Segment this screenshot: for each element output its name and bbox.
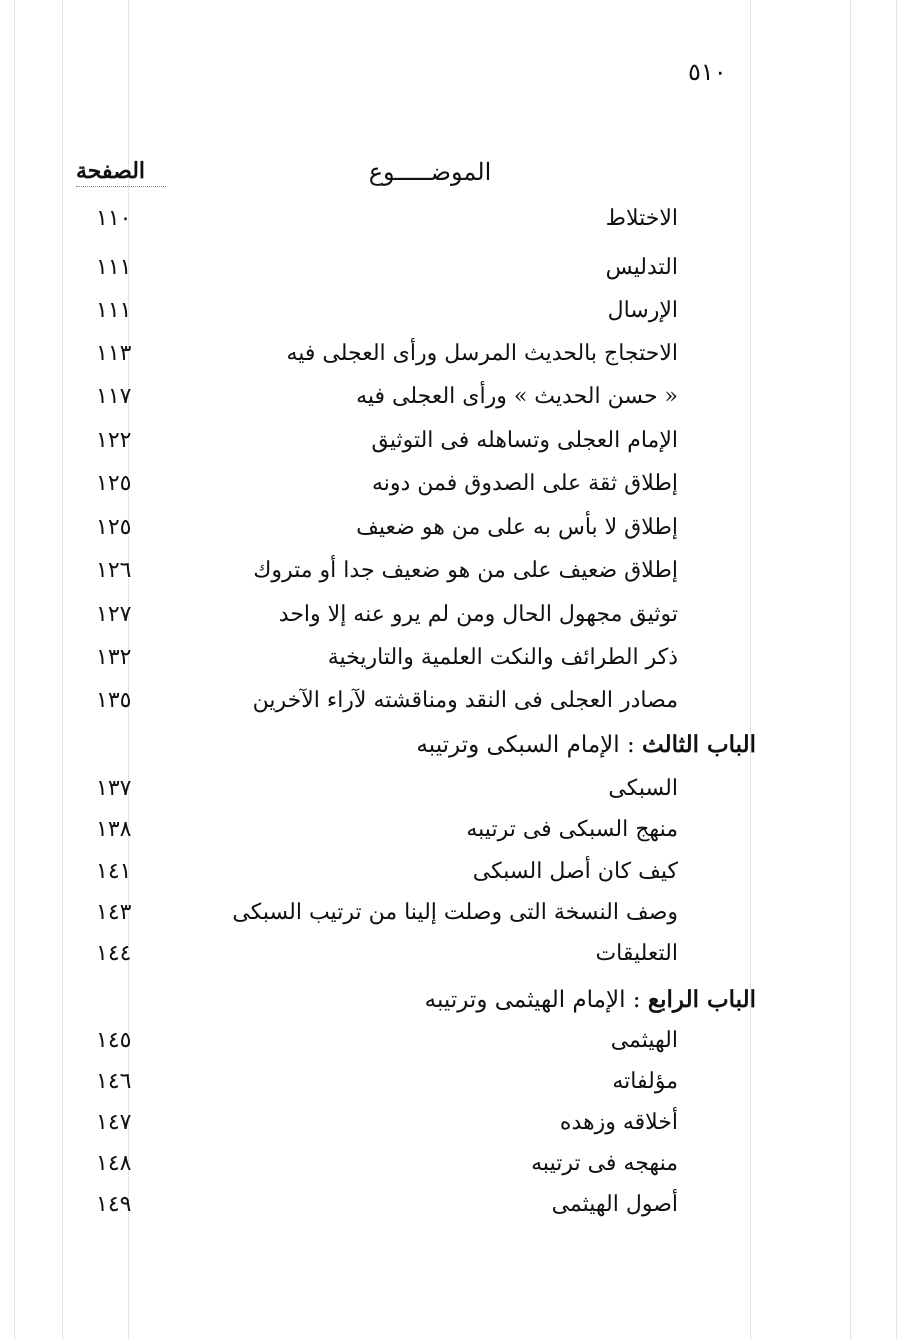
toc-entry-page: ١١٠ <box>96 206 132 231</box>
toc-row <box>0 817 914 857</box>
toc-entry-title: إطلاق ضعيف على من هو ضعيف جدا أو متروك <box>253 558 678 583</box>
toc-row <box>0 471 914 511</box>
toc-entry-title: توثيق مجهول الحال ومن لم يرو عنه إلا واحد <box>278 602 678 627</box>
toc-row <box>0 341 914 381</box>
toc-entry-page: ١٣٧ <box>96 776 132 801</box>
toc-entry-title: إطلاق ثقة على الصدوق فمن دونه <box>371 471 678 496</box>
toc-entry-title: الاحتجاج بالحديث المرسل ورأى العجلى فيه <box>286 341 678 366</box>
toc-entry-page: ١٤٨ <box>96 1151 132 1176</box>
toc-row <box>0 859 914 899</box>
toc-entry-page: ١٤٧ <box>96 1110 132 1135</box>
toc-entry-title: الإرسال <box>607 298 678 323</box>
topic-column-header: الموضـــــوع <box>368 158 492 186</box>
toc-entry-page: ١١٣ <box>96 341 132 366</box>
toc-entry-page: ١٢٧ <box>96 602 132 627</box>
toc-entry-title: الإمام العجلى وتساهله فى التوثيق <box>371 428 678 453</box>
toc-row <box>0 645 914 685</box>
section-title: : الإمام الهيثمى وترتيبه <box>424 987 641 1013</box>
section-title: : الإمام السبكى وترتيبه <box>416 732 635 758</box>
section-label: الباب الثالث <box>642 731 756 758</box>
toc-entry-page: ١١١ <box>96 298 132 323</box>
toc-entry-page: ١٤٣ <box>96 900 132 925</box>
toc-entry-title: التدليس <box>605 255 678 280</box>
toc-header <box>0 158 914 198</box>
toc-entry-title: ذكر الطرائف والنكت العلمية والتاريخية <box>327 645 678 670</box>
toc-entry-title: التعليقات <box>595 941 678 966</box>
toc-row <box>0 384 914 424</box>
toc-entry-title: مصادر العجلى فى النقد ومناقشته لآراء الآخرين <box>252 688 678 713</box>
page-column-header: الصفحة <box>76 158 166 187</box>
toc-entry-page: ١٤٥ <box>96 1028 132 1053</box>
toc-entry-title: السبكى <box>608 776 678 801</box>
toc-entry-page: ١١٧ <box>96 384 132 409</box>
toc-entry-page: ١٢٦ <box>96 558 132 583</box>
toc-entry-page: ١٤٦ <box>96 1069 132 1094</box>
toc-row <box>0 428 914 468</box>
toc-entry-page: ١٣٨ <box>96 817 132 842</box>
toc-entry-title: أصول الهيثمى <box>551 1192 678 1217</box>
toc-entry-page: ١٣٥ <box>96 688 132 713</box>
toc-row <box>0 298 914 338</box>
toc-row <box>0 900 914 940</box>
toc-entry-title: منهجه فى ترتيبه <box>531 1151 678 1176</box>
toc-row <box>0 941 914 981</box>
toc-entry-title: كيف كان أصل السبكى <box>472 859 678 884</box>
toc-row <box>0 1069 914 1109</box>
toc-row <box>0 558 914 598</box>
toc-entry-page: ١٤٩ <box>96 1192 132 1217</box>
section-heading <box>425 986 756 1013</box>
toc-entry-page: ١٣٢ <box>96 645 132 670</box>
toc-row <box>0 602 914 642</box>
toc-entry-title: « حسن الحديث » ورأى العجلى فيه <box>356 384 678 409</box>
toc-row <box>0 255 914 295</box>
toc-entry-page: ١٤١ <box>96 859 132 884</box>
toc-entry-title: منهج السبكى فى ترتيبه <box>466 817 678 842</box>
toc-row <box>0 1192 914 1232</box>
toc-entry-page: ١٢٥ <box>96 471 132 496</box>
toc-row <box>0 1110 914 1150</box>
toc-entry-page: ١٤٤ <box>96 941 132 966</box>
toc-entry-page: ١٢٢ <box>96 428 132 453</box>
section-label: الباب الرابع <box>647 986 756 1013</box>
toc-entry-title: الاختلاط <box>605 206 678 231</box>
toc-row <box>0 206 914 246</box>
toc-entry-title: أخلاقه وزهده <box>559 1110 678 1135</box>
toc-entry-page: ١١١ <box>96 255 132 280</box>
toc-row <box>0 1151 914 1191</box>
page-number: ٥١٠ <box>688 58 727 86</box>
toc-entry-title: مؤلفاته <box>612 1069 678 1094</box>
toc-entry-title: وصف النسخة التى وصلت إلينا من ترتيب السبكى <box>232 900 678 925</box>
toc-entry-title: الهيثمى <box>610 1028 678 1053</box>
toc-row <box>0 515 914 555</box>
toc-row <box>0 688 914 728</box>
toc-entry-title: إطلاق لا بأس به على من هو ضعيف <box>356 515 678 540</box>
toc-row <box>0 1028 914 1068</box>
toc-row <box>0 776 914 816</box>
toc-entry-page: ١٢٥ <box>96 515 132 540</box>
section-heading <box>416 731 756 758</box>
